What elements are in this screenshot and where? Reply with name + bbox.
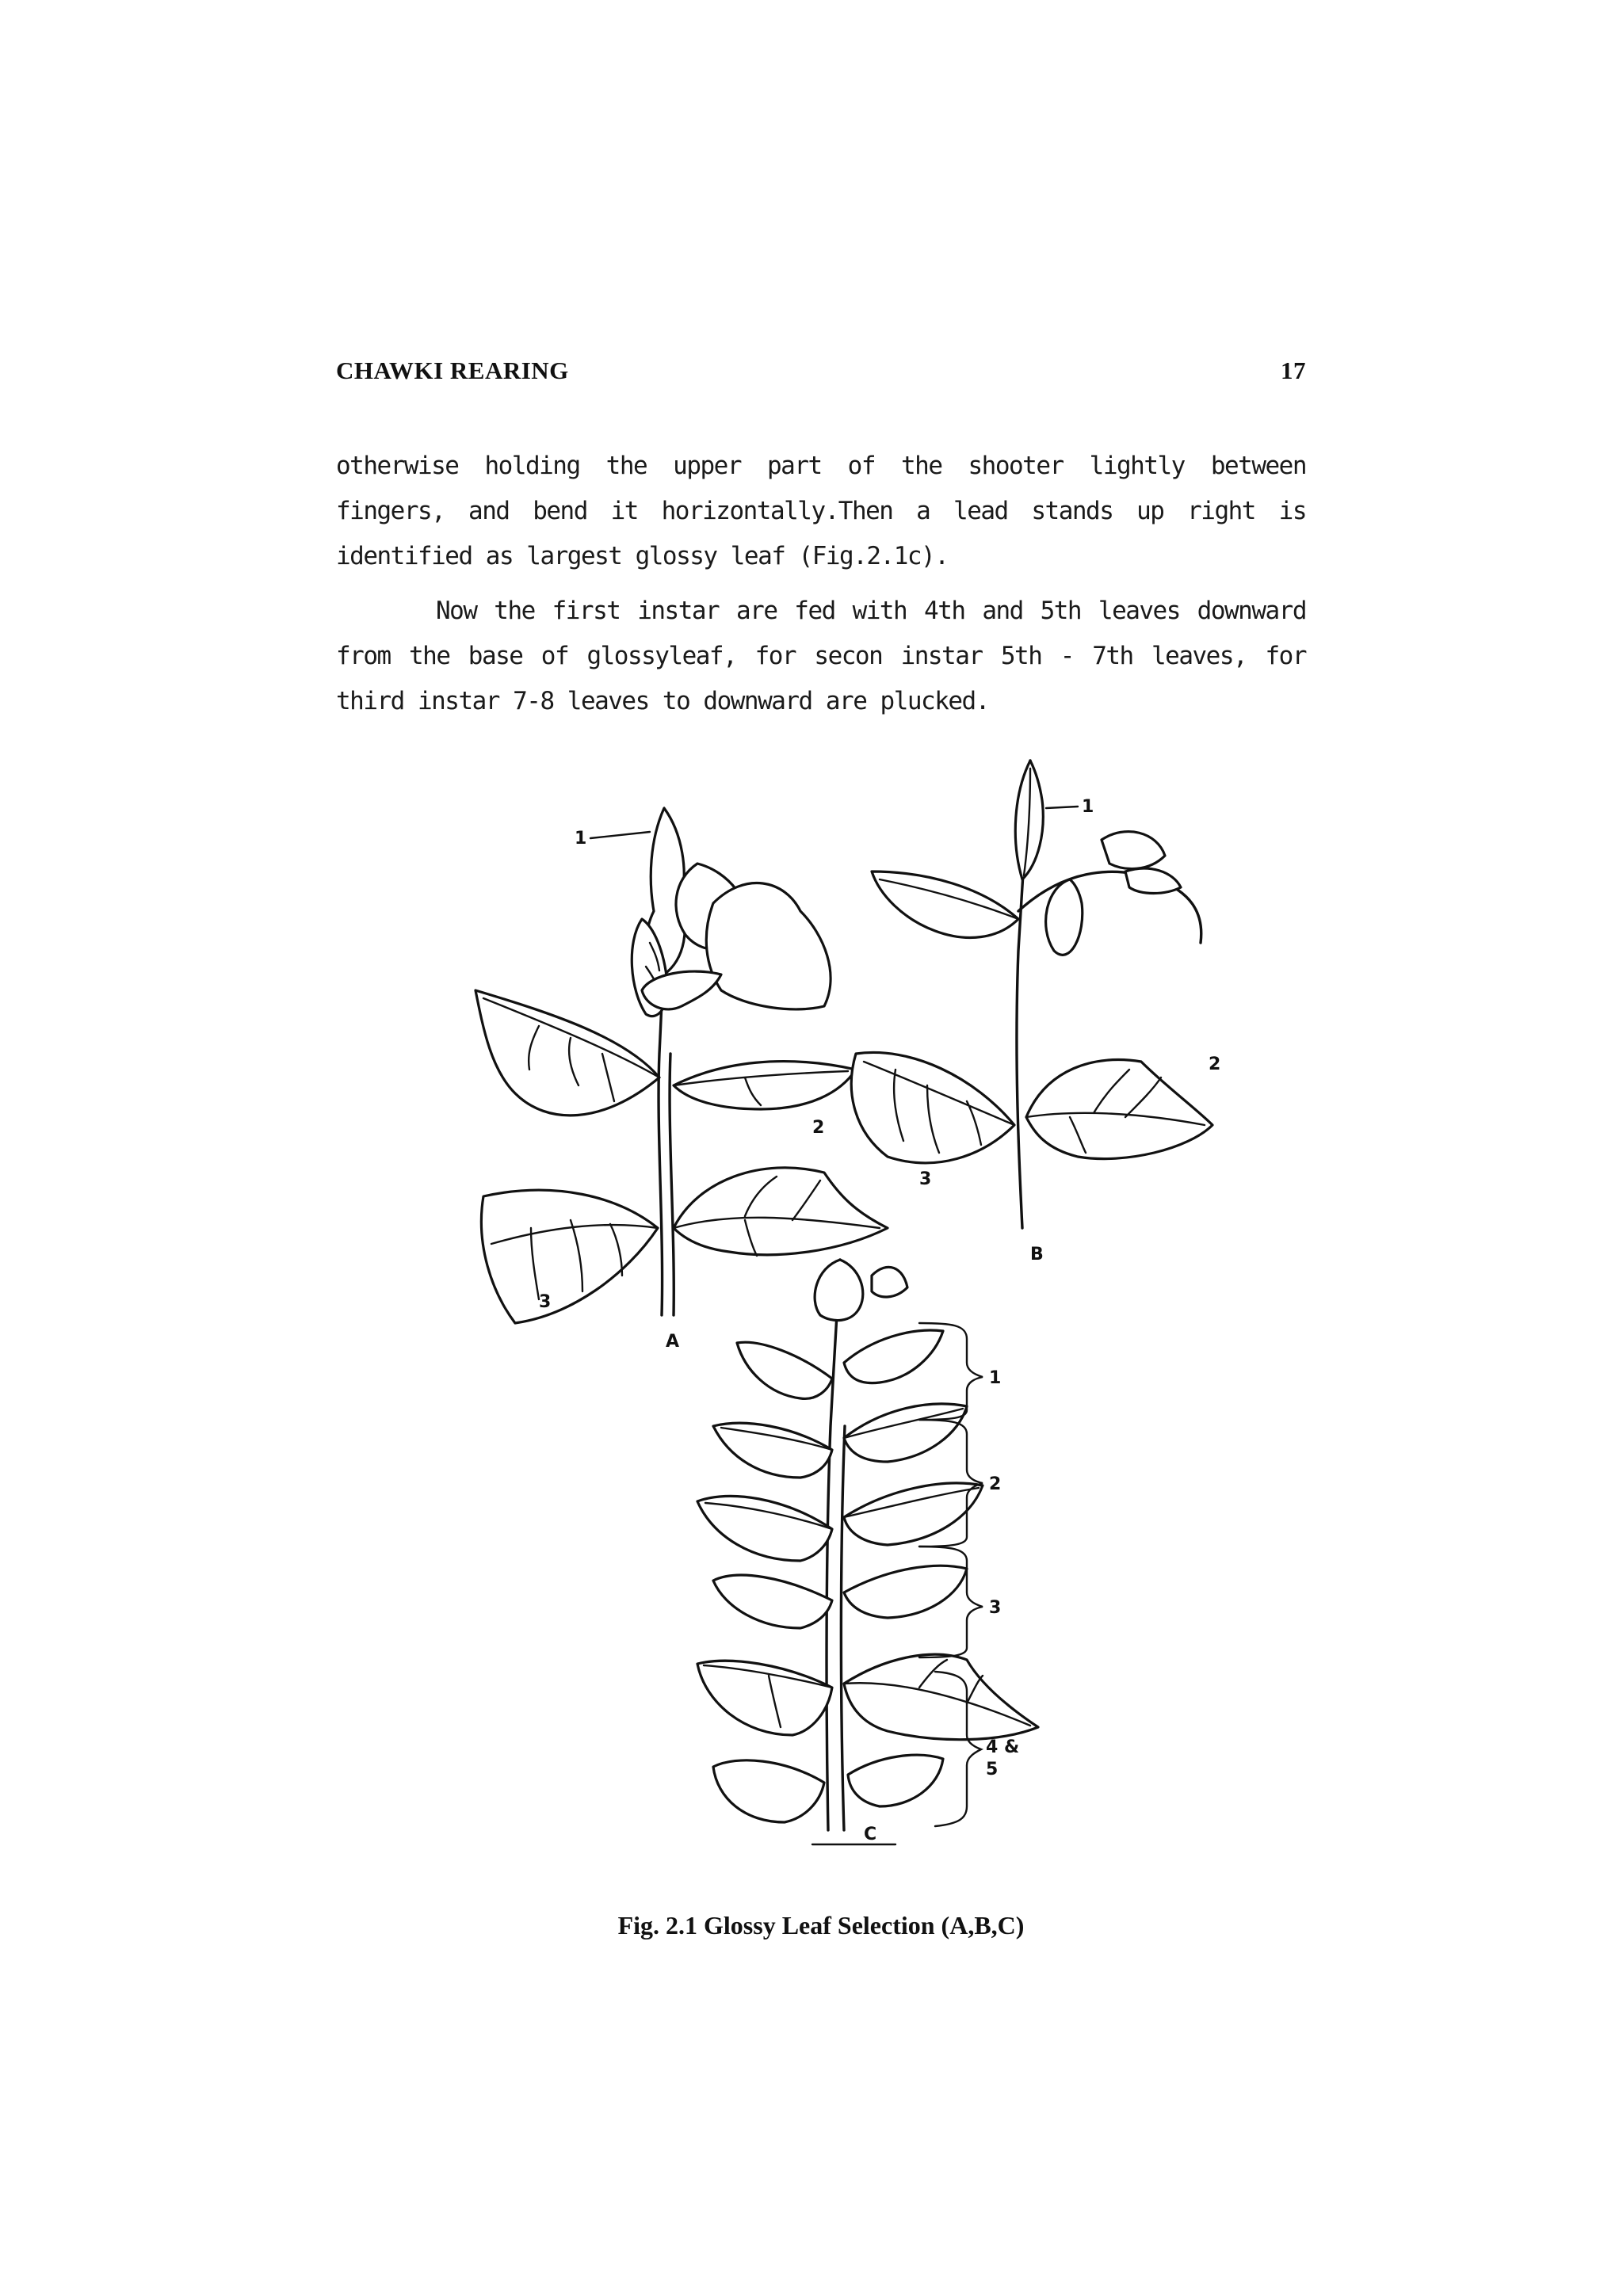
panel-c-label-3: 3 — [989, 1598, 1002, 1618]
panel-b-drawing — [851, 761, 1220, 1264]
paragraph-2: Now the first instar are fed with 4th and 5th leaves downward from the base of glossyleaf, for secon instar 5th - 7th leaves, for third instar 7-8 leaves to downward are plucked. — [336, 597, 1306, 715]
page-number: 17 — [1281, 357, 1306, 384]
panel-a-label-3: 3 — [539, 1292, 552, 1312]
panel-b-label-2: 2 — [1209, 1055, 1221, 1074]
body-text — [336, 444, 1306, 724]
figure-caption: Fig. 2.1 Glossy Leaf Selection (A,B,C) — [617, 1911, 1025, 1939]
panel-c-label-4: 4 & — [986, 1737, 1020, 1757]
panel-c-drawing — [697, 1260, 1038, 1844]
panel-c-letter: C — [864, 1825, 877, 1844]
panel-c-label-5: 5 — [986, 1760, 999, 1779]
panel-c-label-2: 2 — [989, 1474, 1002, 1494]
plant-illustration — [412, 753, 1236, 1846]
panel-b-label-1: 1 — [1082, 797, 1094, 817]
paragraph-1: otherwise holding the upper part of the shooter lightly between fingers, and bend it horizontally.Then a lead stands up right is identified as largest glossy leaf (Fig.2.1c). — [336, 452, 1306, 570]
panel-a-label-2: 2 — [812, 1118, 825, 1138]
figure-glossy-leaf-selection — [412, 753, 1236, 1846]
running-header — [336, 353, 1306, 388]
panel-b-label-3: 3 — [919, 1169, 932, 1189]
panel-a-label-1: 1 — [575, 829, 587, 849]
panel-c-label-1: 1 — [989, 1368, 1002, 1388]
panel-b-letter: B — [1030, 1245, 1044, 1264]
panel-a-letter: A — [666, 1332, 680, 1352]
running-title: CHAWKI REARING — [336, 357, 569, 384]
